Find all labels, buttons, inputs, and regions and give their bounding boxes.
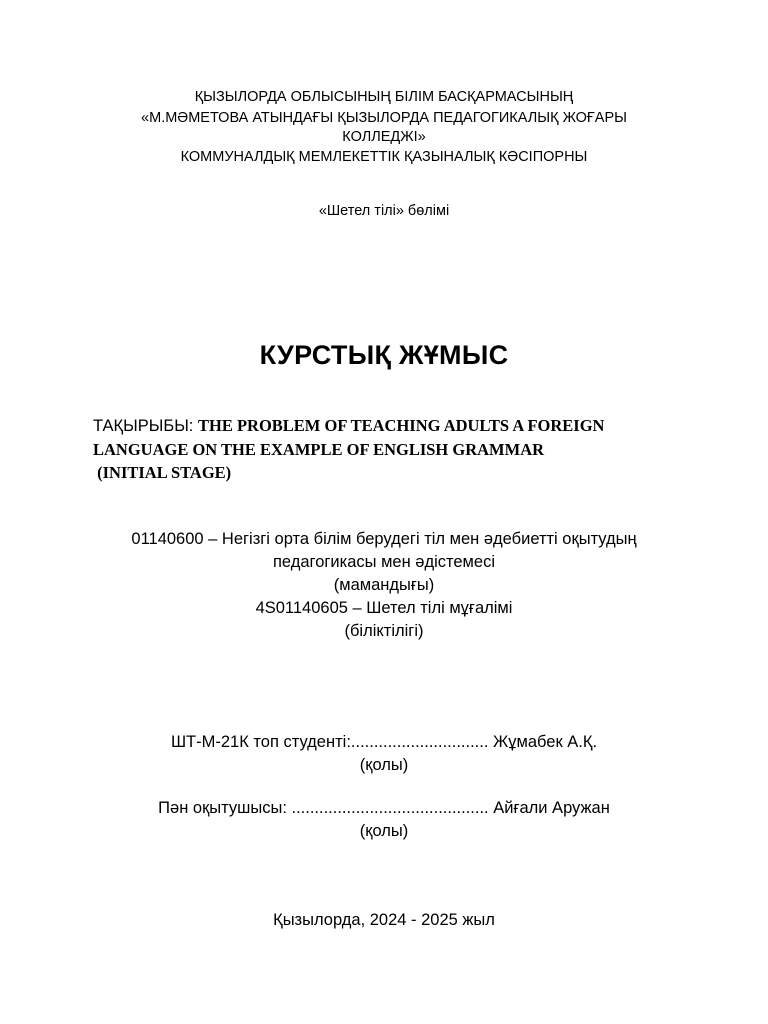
student-signature-note: (қолы) <box>359 756 409 774</box>
department: «Шетел тілі» бөлімі <box>318 203 450 219</box>
teacher-signature-note: (қолы) <box>359 822 409 840</box>
specialty-caption: (мамандығы) <box>333 576 435 594</box>
institution-line-1: ҚЫЗЫЛОРДА ОБЛЫСЫНЫҢ БІЛІМ БАСҚАРМАСЫНЫҢ <box>194 89 574 105</box>
qualification-line: 4S01140605 – Шетел тілі мұғалімі <box>255 599 513 617</box>
institution-line-3: КОЛЛЕДЖІ» <box>342 129 426 145</box>
document-title: КУРСТЫҚ ЖҰМЫС <box>259 340 509 370</box>
student-line: ШТ-М-21К топ студенті:.............................. Жұмабек А.Қ. <box>170 733 598 751</box>
topic-title-line-3: (INITIAL STAGE) <box>93 463 232 482</box>
specialty-line-2: педагогикасы мен әдістемесі <box>273 553 495 571</box>
qualification-caption: (біліктілігі) <box>344 622 424 640</box>
teacher-signature-block <box>0 797 768 843</box>
student-signature-block <box>0 731 768 777</box>
teacher-line: Пән оқытушысы: ........................................... Айғали Аружан <box>158 799 610 817</box>
topic-line-1 <box>93 414 733 438</box>
topic <box>93 414 733 484</box>
topic-label: ТАҚЫРЫБЫ: <box>93 417 198 435</box>
place-and-year: Қызылорда, 2024 - 2025 жыл <box>273 911 495 929</box>
institution-header <box>0 86 768 168</box>
specialty-line-1: 01140600 – Негізгі орта білім берудегі тіл мен әдебиетті оқытудың <box>131 530 637 548</box>
topic-title-line-2: LANGUAGE ON THE EXAMPLE OF ENGLISH GRAMMAR <box>93 440 545 459</box>
institution-line-2: «М.МӘМЕТОВА АТЫНДАҒЫ ҚЫЗЫЛОРДА ПЕДАГОГИКАЛЫҚ ЖОҒАРЫ <box>141 110 627 126</box>
topic-title-line-1: THE PROBLEM OF TEACHING ADULTS A FOREIGN <box>197 416 605 435</box>
specialty-block <box>0 528 768 643</box>
institution-line-4: КОММУНАЛДЫҚ МЕМЛЕКЕТТІК ҚАЗЫНАЛЫҚ КӘСІПОРНЫ <box>180 149 588 165</box>
